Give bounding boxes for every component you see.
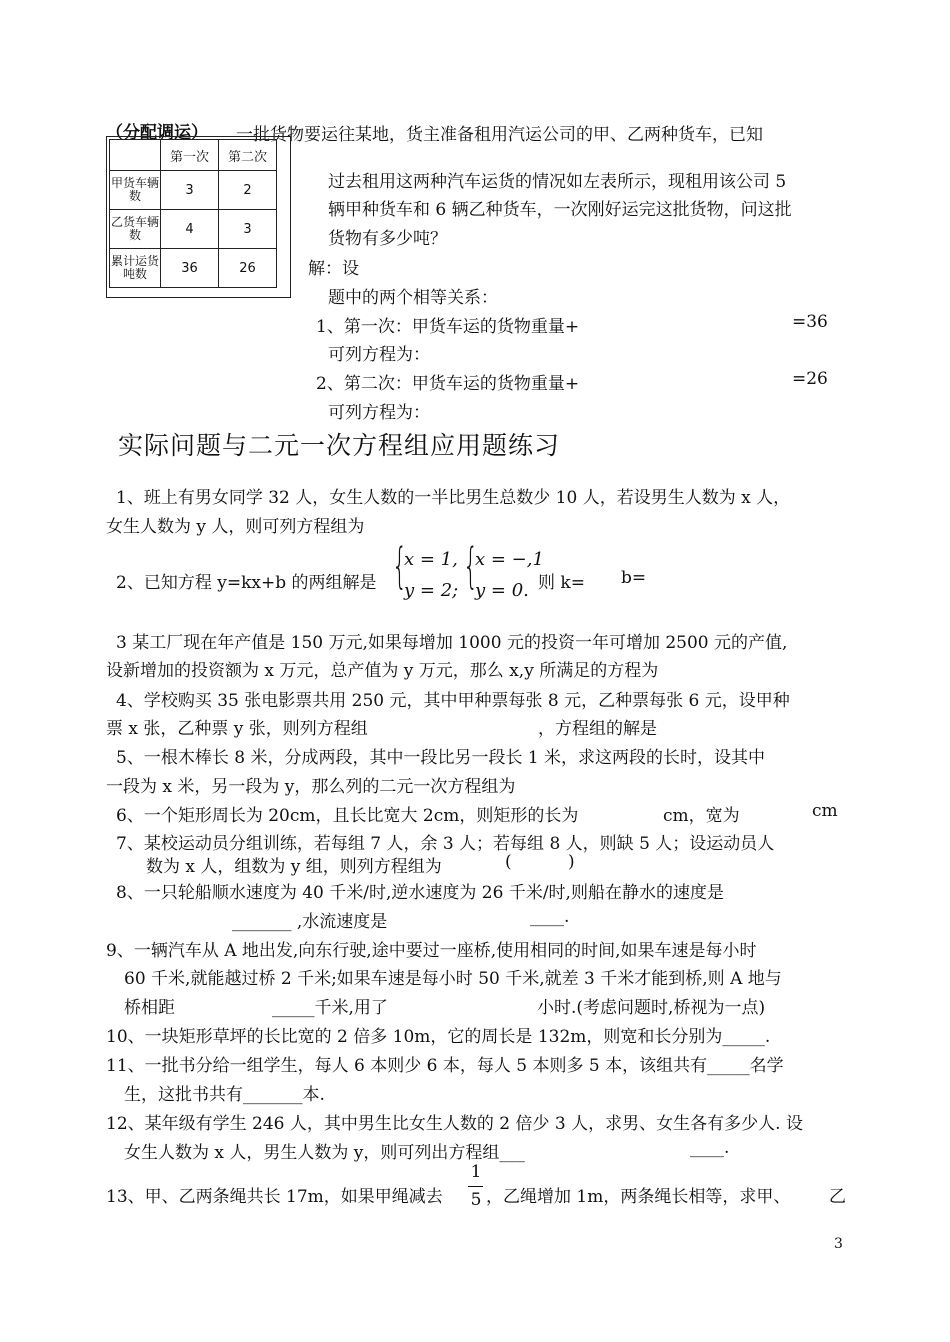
question-13-cont: ，乙绳增加 1m，两条绳长相等，求甲、 bbox=[486, 1187, 791, 1207]
row-label: 甲货车辆数 bbox=[110, 171, 161, 210]
data-table bbox=[106, 136, 291, 298]
question-5-cont: 一段为 x 米，另一段为 y，那么列的二元一次方程组为 bbox=[106, 777, 516, 797]
question-3: 3 某工厂现在年产值是 150 万元,如果每增加 1000 元的投资一年可增加 2500 元的产值, bbox=[116, 633, 788, 653]
solution-2-y: y = 0. bbox=[475, 580, 529, 601]
question-12-blank: ____. bbox=[690, 1138, 730, 1158]
relation-1-result: =36 bbox=[792, 312, 828, 332]
question-10: 10、一块矩形草坪的长比宽的 2 倍多 10m，它的周长是 132m，则宽和长分别为_____. bbox=[106, 1027, 771, 1047]
question-6: 6、一个矩形周长为 20cm，且长比宽大 2cm，则矩形的长为 bbox=[116, 806, 579, 826]
question-11-cont: 生，这批书共有_______本. bbox=[124, 1085, 325, 1105]
relation-2: 2、第二次：甲货车运的货物重量+ bbox=[316, 374, 580, 394]
problem-line: 辆甲种货车和 6 辆乙种货车，一次刚好运完这批货物，问这批 bbox=[328, 200, 792, 220]
brace-icon: { bbox=[463, 538, 479, 594]
question-7-cont: 数为 x 人，组数为 y 组，则列方程组为 bbox=[146, 857, 442, 877]
question-2: 2、已知方程 y=kx+b 的两组解是 bbox=[116, 573, 377, 593]
fraction-numerator: 1 bbox=[470, 1162, 482, 1182]
question-9: 9、一辆汽车从 A 地出发,向东行驶,途中要过一座桥,使用相同的时间,如果车速是每小时 bbox=[106, 941, 757, 961]
problem-line: 过去租用这两种汽车运货的情况如左表所示，现租用该公司 5 bbox=[328, 172, 787, 192]
page-number: 3 bbox=[834, 1236, 843, 1252]
problem-line: 货物有多少吨？ bbox=[328, 229, 447, 249]
table-cell: 3 bbox=[161, 171, 219, 210]
question-5: 5、一根木棒长 8 米，分成两段，其中一段比另一段长 1 米，求这两段的长时，设其中 bbox=[116, 748, 766, 768]
relation-2-result: =26 bbox=[792, 369, 828, 389]
question-13-end: 乙 bbox=[829, 1187, 846, 1207]
col-header-1: 第一次 bbox=[161, 140, 219, 171]
table-cell: 26 bbox=[219, 249, 277, 288]
solve-label: 解：设 bbox=[308, 259, 359, 279]
solution-1-y: y = 2; bbox=[404, 580, 459, 601]
table-cell: 4 bbox=[161, 210, 219, 249]
question-4: 4、学校购买 35 张电影票共用 250 元，其中甲种票每张 8 元，乙种票每张 6 元，设甲种 bbox=[116, 691, 790, 711]
answer-paren-open: ( bbox=[505, 852, 512, 872]
row-label: 累计运货吨数 bbox=[110, 249, 161, 288]
question-12-cont: 女生人数为 x 人，男生人数为 y，则可列出方程组___ bbox=[124, 1143, 525, 1163]
question-6-unit: cm bbox=[812, 801, 838, 821]
question-11: 11、一批书分给一组学生，每人 6 本则少 6 本，每人 5 本则多 5 本，该组共有_____名学 bbox=[106, 1056, 784, 1076]
question-6-width: cm，宽为 bbox=[663, 806, 740, 826]
question-3-cont: 设新增加的投资额为 x 万元，总产值为 y 万元，那么 x,y 所满足的方程为 bbox=[106, 661, 659, 681]
relation-1: 1、第一次：甲货车运的货物重量+ bbox=[316, 317, 580, 337]
question-9-distance: 桥相距 bbox=[124, 998, 175, 1018]
equation-1-label: 可列方程为： bbox=[328, 345, 430, 365]
question-9-cont: 60 千米,就能越过桥 2 千米;如果车速是每小时 50 千米,就差 3 千米才能到桥,则 A 地与 bbox=[124, 969, 782, 989]
solution-1-x: x = 1, bbox=[404, 549, 458, 570]
fraction-denominator: 5 bbox=[470, 1190, 482, 1210]
question-8-blank: ____. bbox=[530, 907, 570, 927]
question-8-cont: _______ ,水流速度是 bbox=[232, 912, 388, 932]
question-7: 7、某校运动员分组训练，若每组 7 人，余 3 人；若每组 8 人，则缺 5 人；设运动员人 bbox=[116, 834, 775, 854]
question-4-cont: 票 x 张，乙种票 y 张，则列方程组 bbox=[106, 719, 368, 739]
solution-2-x: x = −,1 bbox=[475, 549, 544, 570]
question-12: 12、某年级有学生 246 人，其中男生比女生人数的 2 倍少 3 人，求男、女生各有多少人. 设 bbox=[106, 1114, 803, 1134]
relation-label: 题中的两个相等关系： bbox=[328, 288, 498, 308]
question-1-cont: 女生人数为 y 人，则可列方程组为 bbox=[106, 517, 365, 537]
question-8: 8、一只轮船顺水速度为 40 千米/时,逆水速度为 26 千米/时,则船在静水的速度是 bbox=[116, 883, 724, 903]
question-9-blank: _____千米,用了 bbox=[272, 998, 388, 1018]
row-label: 乙货车辆数 bbox=[110, 210, 161, 249]
brace-icon: { bbox=[392, 538, 408, 594]
page-title: 实际问题与二元一次方程组应用题练习 bbox=[118, 431, 561, 460]
question-13: 13、甲、乙两条绳共长 17m，如果甲绳减去 bbox=[106, 1187, 443, 1207]
table-cell: 2 bbox=[219, 171, 277, 210]
table-cell: 3 bbox=[219, 210, 277, 249]
col-header-2: 第二次 bbox=[219, 140, 277, 171]
section-label: （分配调运） bbox=[106, 123, 208, 143]
intro-text: 一批货物要运往某地，货主准备租用汽运公司的甲、乙两种货车，已知 bbox=[236, 125, 763, 145]
fraction-bar bbox=[468, 1186, 483, 1187]
answer-paren-close: ) bbox=[568, 852, 575, 872]
equation-2-label: 可列方程为： bbox=[328, 403, 430, 423]
question-9-hours: 小时.(考虑问题时,桥视为一点) bbox=[537, 998, 766, 1018]
question-4-solution: ，方程组的解是 bbox=[538, 719, 657, 739]
table-cell: 36 bbox=[161, 249, 219, 288]
question-2-k: 则 k= bbox=[538, 573, 585, 593]
question-2-b: b= bbox=[621, 568, 647, 588]
question-1: 1、班上有男女同学 32 人，女生人数的一半比男生总数少 10 人，若设男生人数为 x 人， bbox=[116, 488, 791, 508]
